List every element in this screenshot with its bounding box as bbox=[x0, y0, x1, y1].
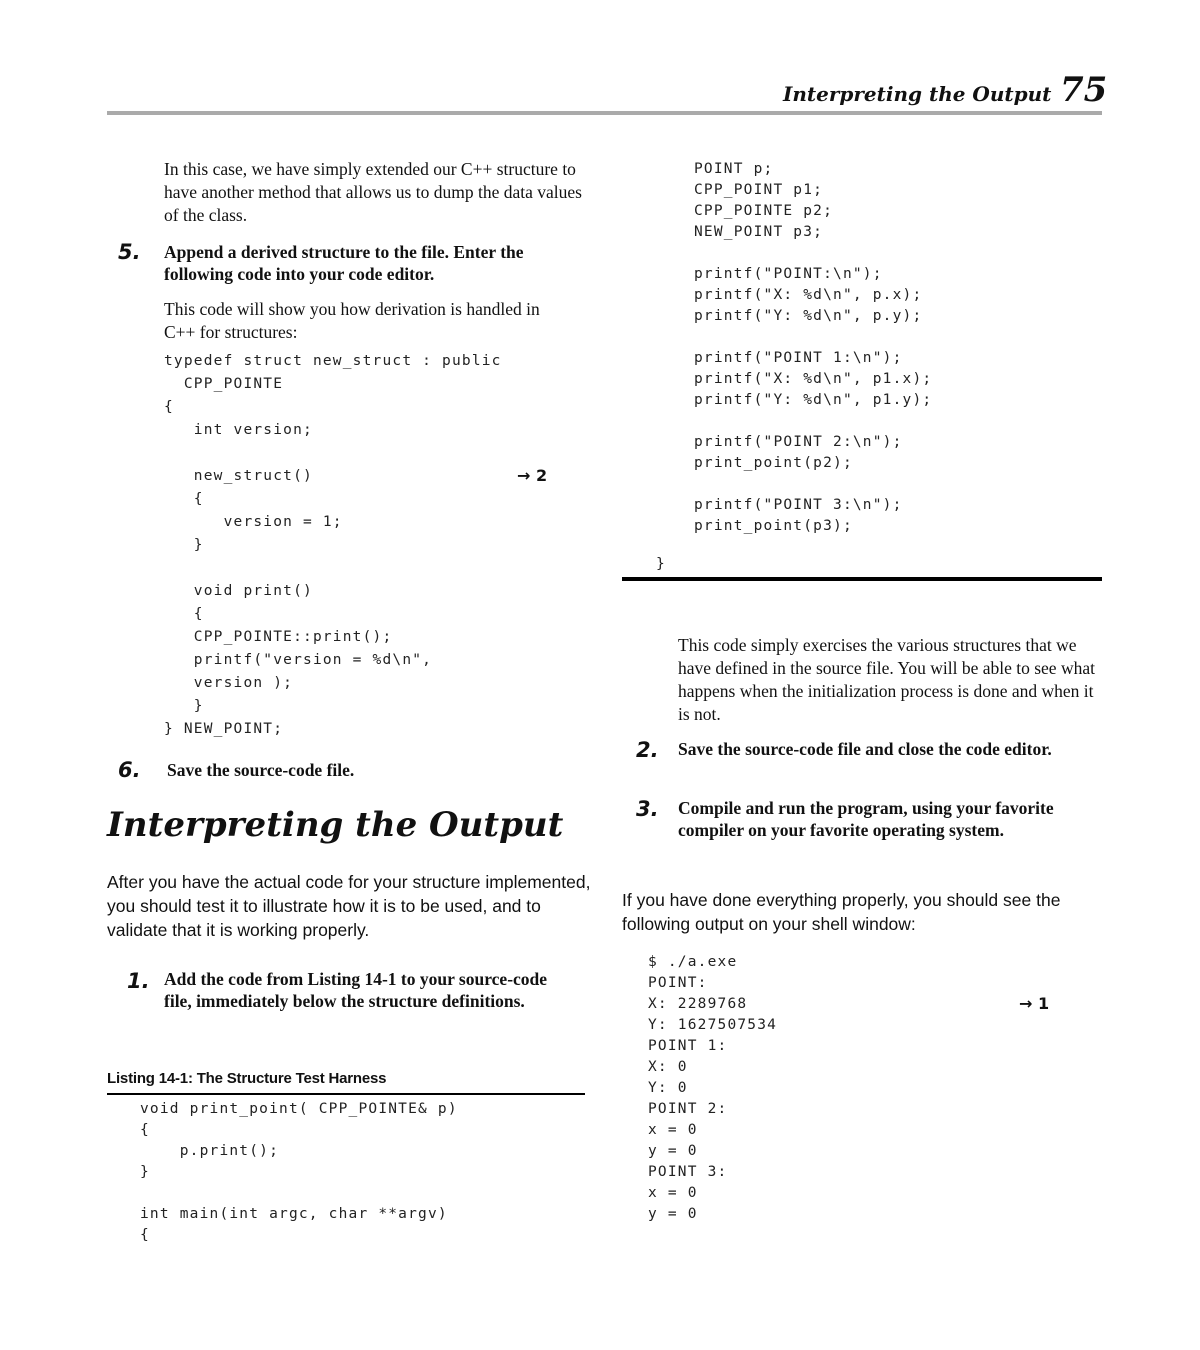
code-line: version ); bbox=[164, 675, 294, 691]
output-line: X: 0 bbox=[648, 1059, 688, 1075]
code-line: CPP_POINT p1; bbox=[694, 182, 824, 198]
code-line: { bbox=[140, 1122, 150, 1138]
listing-end-rule bbox=[622, 577, 1102, 581]
code-line: printf("POINT 2:\n"); bbox=[694, 434, 903, 450]
code-line: print_point(p3); bbox=[694, 518, 853, 534]
code-line: { bbox=[140, 1227, 150, 1243]
code-line: void print_point( CPP_POINTE& p) bbox=[140, 1101, 458, 1117]
code-line: printf("Y: %d\n", p.y); bbox=[694, 308, 923, 324]
code-line: } NEW_POINT; bbox=[164, 721, 284, 737]
page-number: 75 bbox=[1060, 70, 1108, 110]
code-close-brace: } bbox=[656, 556, 666, 572]
code-block-new-struct bbox=[164, 350, 502, 741]
output-line: $ ./a.exe bbox=[648, 954, 738, 970]
code-line: printf("Y: %d\n", p1.y); bbox=[694, 392, 933, 408]
step-6-text: Save the source-code file. bbox=[167, 760, 355, 780]
step-2-number: 2. bbox=[636, 738, 659, 762]
output-line: x = 0 bbox=[648, 1122, 698, 1138]
running-header-title: Interpreting the Output bbox=[783, 82, 1052, 106]
code-line: CPP_POINTE bbox=[164, 376, 284, 392]
code-line: int main(int argc, char **argv) bbox=[140, 1206, 448, 1222]
code-line: CPP_POINTE::print(); bbox=[164, 629, 393, 645]
output-line: POINT 2: bbox=[648, 1101, 728, 1117]
exercise-description: This code simply exercises the various structures that we have defined in the source file. You will be able to see what happens when the initialization process is done and when it is not. bbox=[678, 635, 1095, 724]
code-line: NEW_POINT p3; bbox=[694, 224, 824, 240]
code-line: printf("version = %d\n", bbox=[164, 652, 433, 668]
code-line: typedef struct new_struct : public bbox=[164, 353, 502, 369]
output-line: Y: 1627507534 bbox=[648, 1017, 778, 1033]
section-intro: After you have the actual code for your structure implemented, you should test it to illustrate how it is to be used, and to validate that it is working properly. bbox=[107, 872, 591, 940]
code-line: printf("POINT 3:\n"); bbox=[694, 497, 903, 513]
output-line: POINT 3: bbox=[648, 1164, 728, 1180]
code-marker-2: → 2 bbox=[517, 466, 548, 485]
code-line: printf("X: %d\n", p.x); bbox=[694, 287, 923, 303]
output-line: y = 0 bbox=[648, 1206, 698, 1222]
code-line: printf("POINT:\n"); bbox=[694, 266, 883, 282]
output-marker-1: → 1 bbox=[1019, 994, 1050, 1013]
step-1-text: Add the code from Listing 14-1 to your source-code file, immediately below the structure definitions. bbox=[164, 969, 548, 1011]
code-line: printf("POINT 1:\n"); bbox=[694, 350, 903, 366]
step-2-text: Save the source-code file and close the code editor. bbox=[678, 739, 1052, 759]
step-6-number: 6. bbox=[118, 758, 141, 782]
code-line: { bbox=[164, 606, 204, 622]
code-line: version = 1; bbox=[164, 514, 343, 530]
code-line: print_point(p2); bbox=[694, 455, 853, 471]
code-line: } bbox=[164, 537, 204, 553]
code-line: } bbox=[140, 1164, 150, 1180]
output-line: X: 2289768 bbox=[648, 996, 748, 1012]
listing-label: Listing 14-1: The Structure Test Harness bbox=[107, 1070, 387, 1087]
code-line: void print() bbox=[164, 583, 313, 599]
code-line: new_struct() bbox=[164, 468, 313, 484]
output-line: x = 0 bbox=[648, 1185, 698, 1201]
code-line: CPP_POINTE p2; bbox=[694, 203, 834, 219]
step-5-description: This code will show you how derivation is handled in C++ for structures: bbox=[164, 299, 540, 342]
step-5-text: Append a derived structure to the file. Enter the following code into your code editor. bbox=[164, 242, 524, 284]
output-intro: If you have done everything properly, you should see the following output on your shell window: bbox=[622, 890, 1061, 934]
code-line: { bbox=[164, 491, 204, 507]
header-rule bbox=[107, 111, 1102, 115]
listing-rule bbox=[107, 1093, 585, 1095]
code-block-listing bbox=[140, 1099, 458, 1246]
code-line: int version; bbox=[164, 422, 313, 438]
code-block-main bbox=[694, 159, 932, 537]
output-line: POINT 1: bbox=[648, 1038, 728, 1054]
code-line: p.print(); bbox=[140, 1143, 280, 1159]
section-title: Interpreting the Output bbox=[107, 805, 564, 845]
step-5-number: 5. bbox=[118, 240, 141, 264]
code-line: } bbox=[164, 698, 204, 714]
code-line: POINT p; bbox=[694, 161, 774, 177]
code-line: { bbox=[164, 399, 174, 415]
output-line: Y: 0 bbox=[648, 1080, 688, 1096]
step-3-text: Compile and run the program, using your favorite compiler on your favorite operating system. bbox=[678, 798, 1054, 840]
output-line: POINT: bbox=[648, 975, 708, 991]
output-line: y = 0 bbox=[648, 1143, 698, 1159]
code-line: printf("X: %d\n", p1.x); bbox=[694, 371, 933, 387]
intro-paragraph: In this case, we have simply extended our C++ structure to have another method that allows us to dump the data values of the class. bbox=[164, 159, 582, 225]
step-3-number: 3. bbox=[636, 797, 659, 821]
step-1-number: 1. bbox=[127, 969, 150, 993]
shell-output bbox=[648, 952, 777, 1225]
